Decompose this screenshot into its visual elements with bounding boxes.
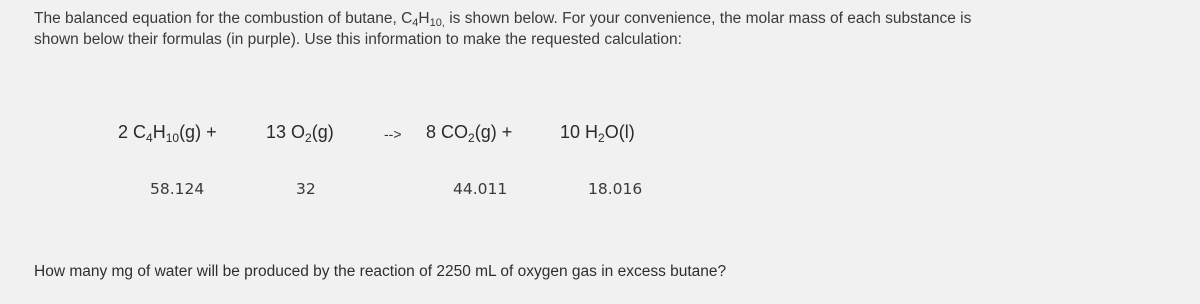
reaction-arrow: --> (384, 126, 402, 142)
reactant-butane (118, 122, 217, 143)
water-state: O(l) (604, 122, 635, 142)
product-carbon-dioxide (426, 122, 512, 143)
intro-h: H (418, 10, 430, 27)
molar-mass-butane: 58.124 (150, 180, 205, 198)
product-water (560, 122, 635, 143)
molar-mass-carbon-dioxide: 44.011 (453, 180, 508, 198)
question-text: How many mg of water will be produced by the reaction of 2250 mL of oxygen gas in excess butane? (34, 263, 727, 280)
co2-coef: 8 CO (426, 122, 469, 142)
co2-state: (g) + (474, 122, 513, 142)
intro-line-1-pre: The balanced equation for the combustion of butane, C (34, 10, 413, 27)
molar-mass-oxygen: 32 (296, 180, 316, 198)
co2-sub: 2 (468, 131, 475, 145)
intro-sub-10: 10, (429, 17, 445, 29)
problem-intro (34, 8, 1184, 50)
oxygen-state: (g) (311, 122, 334, 142)
butane-h: H (152, 122, 166, 142)
butane-coef: 2 C (118, 122, 147, 142)
intro-line-2: shown below their formulas (in purple). Use this information to make the requested calculation: (34, 31, 682, 48)
intro-line-1 (34, 8, 1184, 29)
reactant-oxygen (266, 122, 334, 143)
water-sub: 2 (598, 131, 605, 145)
oxygen-coef: 13 O (266, 122, 306, 142)
butane-state: (g) + (179, 122, 217, 142)
oxygen-sub: 2 (305, 131, 312, 145)
molar-mass-water: 18.016 (588, 180, 643, 198)
water-coef: 10 H (560, 122, 599, 142)
butane-sub-c: 4 (146, 131, 153, 145)
butane-sub-h: 10 (165, 131, 180, 145)
intro-sub-4: 4 (412, 17, 419, 29)
intro-line-1-post: is shown below. For your convenience, the molar mass of each substance is (444, 10, 972, 27)
